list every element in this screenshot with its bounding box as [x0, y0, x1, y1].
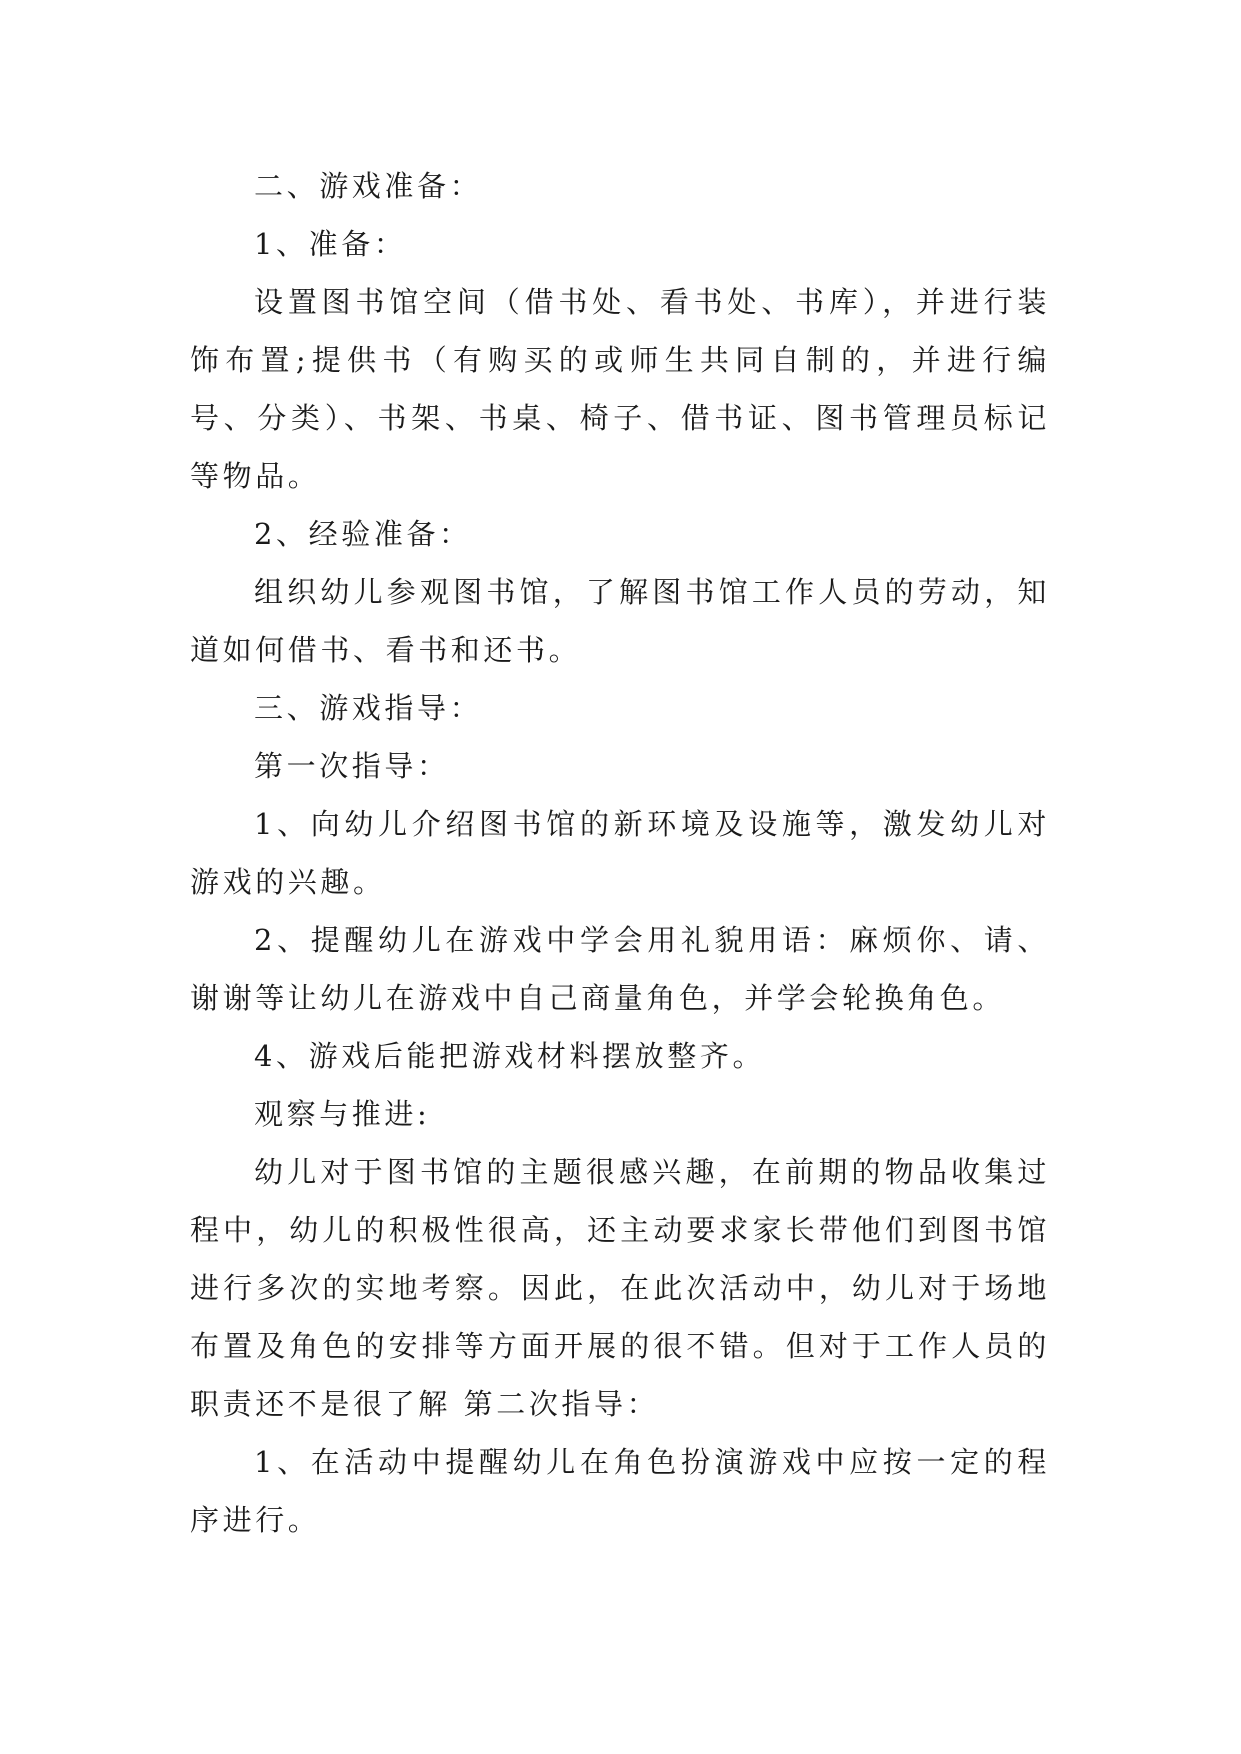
paragraph-library-visit: 组织幼儿参观图书馆，了解图书馆工作人员的劳动，知道如何借书、看书和还书。 — [190, 575, 1050, 667]
item-follow-procedure: 1、在活动中提醒幼儿在角色扮演游戏中应按一定的程序进行。 — [190, 1445, 1050, 1537]
paragraph-library-setup: 设置图书馆空间（借书处、看书处、书库），并进行装饰布置;提供书（有购买的或师生共同自制的，并进行编号、分类）、书架、书桌、椅子、借书证、图书管理员标记等物品。 — [190, 285, 1050, 493]
item-tidy-materials: 4、游戏后能把游戏材料摆放整齐。 — [254, 1039, 766, 1073]
item-introduce-environment: 1、向幼儿介绍图书馆的新环境及设施等，激发幼儿对游戏的兴趣。 — [190, 807, 1050, 899]
item-experience-preparation: 2、经验准备： — [254, 517, 472, 551]
paragraph-observation-notes: 幼儿对于图书馆的主题很感兴趣，在前期的物品收集过程中，幼儿的积极性很高，还主动要求家长带他们到图书馆进行多次的实地考察。因此，在此次活动中，幼儿对于场地布置及角色的安排等方面开展的很不错。但对于工作人员的职责还不是很了解 第二次指导： — [190, 1155, 1050, 1421]
heading-game-preparation: 二、游戏准备： — [254, 169, 483, 203]
item-preparation: 1、准备： — [254, 227, 407, 261]
subheading-first-guidance: 第一次指导： — [254, 749, 450, 783]
subheading-observation: 观察与推进: — [254, 1097, 431, 1131]
item-polite-language: 2、提醒幼儿在游戏中学会用礼貌用语：麻烦你、请、谢谢等让幼儿在游戏中自己商量角色，并学会轮换角色。 — [190, 923, 1050, 1015]
document-body — [190, 157, 1050, 1549]
heading-game-guidance: 三、游戏指导： — [254, 691, 483, 725]
